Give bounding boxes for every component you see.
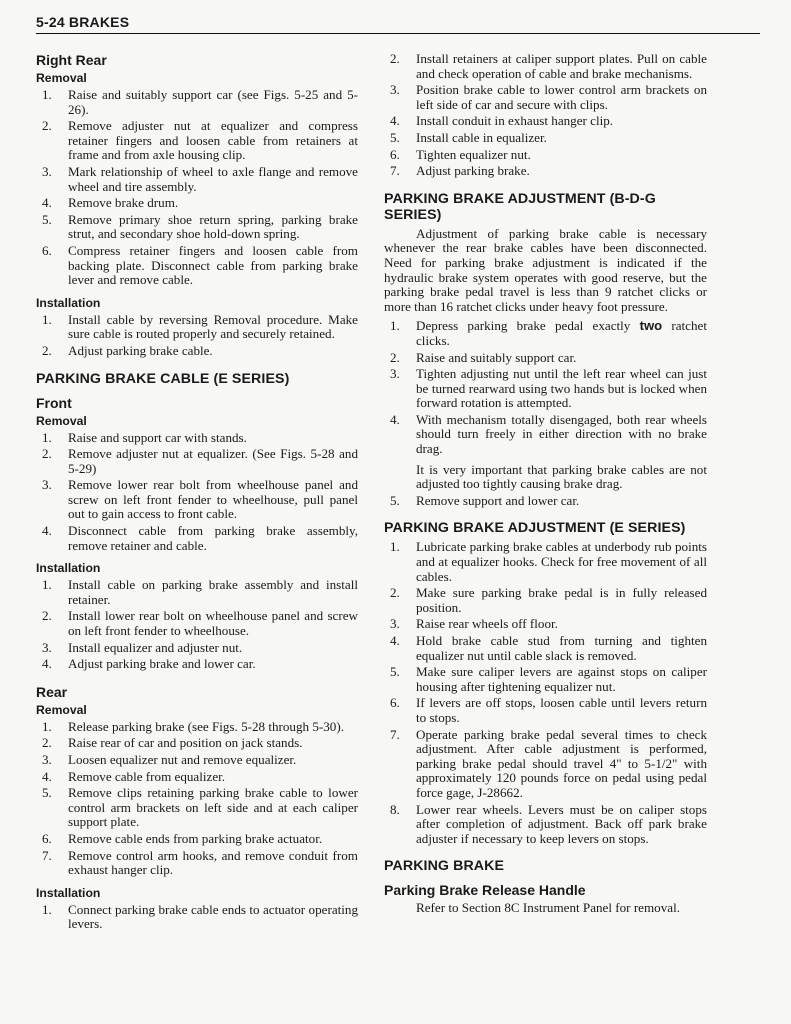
step-number: 4.: [42, 195, 52, 211]
step-number: 3.: [42, 163, 52, 179]
list-item: [384, 367, 707, 411]
step-text: Install retainers at caliper support plates. Pull on cable and check operation of cable and brake mechanisms.: [416, 51, 707, 81]
step-text: Raise and suitably support car.: [416, 349, 577, 365]
list-item: [36, 832, 358, 847]
list-item: [36, 786, 358, 830]
step-text: Release parking brake (see Figs. 5-28 through 5-30).: [68, 718, 344, 734]
step-number: 2.: [42, 608, 52, 624]
step-text: Adjust parking brake and lower car.: [68, 656, 256, 672]
step-number: 8.: [390, 801, 400, 817]
step-text: Raise and suitably support car (see Figs. 5-25 and 5-26).: [68, 87, 358, 117]
step-number: 4.: [390, 411, 400, 427]
list-item: [384, 413, 707, 457]
step-number: 3.: [42, 477, 52, 493]
step-number: 2.: [42, 446, 52, 462]
item-1-emphasis: two: [639, 318, 663, 334]
step-number: 4.: [42, 523, 52, 539]
step-text: Remove adjuster nut at equalizer. (See Figs. 5-28 and 5-29): [68, 446, 358, 476]
step-number: 2.: [42, 118, 52, 134]
step-number: 6.: [42, 242, 52, 258]
front-installation-heading: Installation: [36, 561, 101, 576]
step-number: 7.: [42, 847, 52, 863]
step-number: 2.: [390, 51, 400, 66]
step-number: 1.: [42, 311, 52, 327]
step-text: Tighten adjusting nut until the left rear wheel can just be turned rearward using two hands but is locked when forward rotation is attempted.: [416, 366, 707, 411]
step-number: 4.: [42, 656, 52, 672]
step-number: 5.: [390, 129, 400, 145]
list-item: [36, 313, 358, 342]
step-text: Raise and support car with stands.: [68, 429, 247, 445]
list-item: [36, 88, 358, 117]
step-number: 1.: [390, 539, 400, 555]
list-item: [384, 114, 707, 129]
step-text: If levers are off stops, loosen cable until levers return to stops.: [416, 695, 707, 725]
step-number: 5.: [42, 211, 52, 227]
step-text: Compress retainer fingers and loosen cable from backing plate. Disconnect cable from parking brake lever and remove cable.: [68, 242, 358, 288]
list-item: [384, 83, 707, 112]
step-text: Tighten equalizer nut.: [416, 146, 531, 162]
list-item: [36, 447, 358, 476]
release-handle-heading: Parking Brake Release Handle: [384, 882, 586, 899]
step-number: 1.: [42, 429, 52, 445]
adjustment-bdg-heading: PARKING BRAKE ADJUSTMENT (B-D-G SERIES): [384, 190, 656, 223]
list-item: [36, 578, 358, 607]
step-text: Install lower rear bolt on wheelhouse panel and screw on left front fender to wheelhouse.: [68, 608, 358, 639]
adjustment-bdg-final-step: [384, 494, 707, 509]
list-item: [384, 728, 707, 801]
rear-heading: Rear: [36, 683, 68, 700]
list-item: [36, 165, 358, 194]
list-item: [36, 196, 358, 211]
step-text: Raise rear of car and position on jack stands.: [68, 735, 303, 751]
step-number: 3.: [42, 752, 52, 767]
step-text: Install conduit in exhaust hanger clip.: [416, 113, 614, 129]
list-item: [36, 736, 358, 751]
list-item: [36, 213, 358, 242]
adjustment-e-heading: PARKING BRAKE ADJUSTMENT (E SERIES): [384, 520, 686, 537]
adjustment-bdg-intro: Adjustment of parking brake cable is necessary whenever the rear brake cables have been disconnected. Need for parking brake adjustment is indicated if the hydraulic brake system operates with good reserve, but the parking brake pedal travel is less than 9 ratchet clicks or more than 16 ratchet clicks under heavy foot pressure.: [384, 225, 707, 314]
list-item: [36, 524, 358, 553]
list-item: [36, 119, 358, 163]
adjustment-bdg-list: [384, 319, 707, 456]
rear-installation-continued-list: [384, 52, 707, 179]
step-text: Remove primary shoe return spring, parking brake strut, and secondary shoe hold-down spring.: [68, 211, 358, 242]
step-text: Install equalizer and adjuster nut.: [68, 639, 243, 655]
list-item: [384, 164, 707, 179]
step-text: Make sure caliper levers are against stops on caliper housing after tightening equalizer nut.: [416, 664, 707, 694]
step-number: 5.: [390, 492, 400, 508]
step-number: 1.: [42, 87, 52, 102]
list-item: [384, 634, 707, 663]
list-item: [36, 478, 358, 522]
step-number: 4.: [42, 768, 52, 784]
right-rear-installation-list: [36, 313, 358, 359]
step-text: Hold brake cable stud from turning and tighten equalizer nut until cable slack is removed.: [416, 633, 707, 663]
rear-installation-list: [36, 903, 358, 932]
left-column: [36, 52, 358, 938]
step-number: 2.: [42, 735, 52, 751]
step-text: Remove brake drum.: [68, 195, 179, 211]
step-number: 1.: [42, 577, 52, 593]
list-item: [384, 148, 707, 163]
step-text: Lubricate parking brake cables at underbody rub points and at equalizer hooks. Check for free movement of all cables.: [416, 539, 707, 584]
step-text: Remove adjuster nut at equalizer and compress retainer fingers and loosen cable from retainers at frame and from axle housing clip.: [68, 118, 358, 163]
step-text: Mark relationship of wheel to axle flange and remove wheel and tire assembly.: [68, 163, 358, 194]
rear-installation-heading: Installation: [36, 885, 101, 900]
step-text: Make sure parking brake pedal is in fully released position.: [416, 585, 707, 615]
list-item: [384, 586, 707, 615]
right-rear-heading: Right Rear: [36, 52, 107, 68]
step-number: 5.: [42, 785, 52, 801]
step-number: 1.: [42, 718, 52, 734]
front-heading: Front: [36, 394, 72, 411]
step-text: Remove clips retaining parking brake cable to lower control arm brackets on left side and at each caliper support plate.: [68, 785, 358, 830]
step-number: 6.: [390, 695, 400, 711]
step-text: Remove support and lower car.: [416, 492, 580, 508]
list-item: [384, 351, 707, 366]
step-text: Remove lower rear bolt from wheelhouse panel and screw on left front fender to wheelhouse, pull panel out to gain access to front cable.: [68, 477, 358, 522]
step-number: 3.: [390, 366, 400, 382]
list-item: [36, 641, 358, 656]
step-text: Install cable by reversing Removal procedure. Make sure cable is routed properly and securely retained.: [68, 311, 358, 342]
list-item: [36, 657, 358, 672]
release-handle-text: Refer to Section 8C Instrument Panel for removal.: [416, 900, 680, 916]
step-text: Install cable on parking brake assembly and install retainer.: [68, 577, 358, 607]
list-item: [384, 696, 707, 725]
right-rear-removal-heading: Removal: [36, 71, 87, 85]
list-item: [36, 344, 358, 359]
rear-removal-heading: Removal: [36, 702, 87, 717]
step-number: 4.: [390, 113, 400, 129]
list-item: [36, 609, 358, 638]
right-column: [384, 52, 707, 921]
list-item: [384, 540, 707, 584]
step-number: 3.: [390, 616, 400, 632]
adjustment-bdg-note: It is very important that parking brake cables are not adjusted too tightly causing brake drag.: [416, 461, 707, 492]
list-item: [384, 494, 707, 509]
list-item: [36, 903, 358, 932]
step-text: Adjust parking brake.: [416, 163, 530, 179]
step-number: 1.: [42, 901, 52, 917]
step-text: Operate parking brake pedal several times to check adjustment. After cable adjustment is performed, parking brake pedal should travel 4" to 5-1/2" with approximately 120 pounds force on pedal using pedal force gage, J-28662.: [416, 726, 707, 800]
list-item: [36, 753, 358, 768]
cable-e-series-heading: PARKING BRAKE CABLE (E SERIES): [36, 370, 290, 387]
step-number: 3.: [390, 82, 400, 98]
list-item: [384, 665, 707, 694]
rear-removal-list: [36, 720, 358, 878]
right-rear-removal-list: [36, 88, 358, 288]
step-text: Remove control arm hooks, and remove conduit from exhaust hanger clip.: [68, 847, 358, 878]
step-number: 4.: [390, 633, 400, 648]
list-item: [36, 770, 358, 785]
list-item: [36, 849, 358, 878]
step-number: 2.: [42, 342, 52, 358]
list-item: [36, 720, 358, 735]
right-rear-installation-heading: Installation: [36, 295, 101, 310]
list-item: [384, 52, 707, 81]
front-removal-list: [36, 431, 358, 554]
item-1-pre: Depress parking brake pedal exactly: [416, 318, 640, 334]
step-text: Raise rear wheels off floor.: [416, 616, 558, 632]
item-1-post: ratchet clicks.: [416, 318, 707, 348]
step-text: Disconnect cable from parking brake assembly, remove retainer and cable.: [68, 523, 358, 553]
step-number: 7.: [390, 726, 400, 742]
step-text: Install cable in equalizer.: [416, 129, 547, 145]
list-item: 1. Depress parking brake pedal exactly two ratchet clicks.: [390, 318, 707, 348]
step-text: Lower rear wheels. Levers must be on caliper stops after completion of adjustment. Back off park brake adjuster if necessary to keep levers on stops.: [416, 801, 707, 846]
step-number: 6.: [42, 830, 52, 846]
step-text: Remove cable ends from parking brake actuator.: [68, 830, 323, 846]
step-text: Position brake cable to lower control arm brackets on left side of car and secure with clips.: [416, 82, 707, 112]
step-text: Adjust parking brake cable.: [68, 342, 213, 358]
step-number: 2.: [390, 349, 400, 365]
step-text: With mechanism totally disengaged, both rear wheels should turn freely in either direction with no brake drag.: [416, 411, 707, 457]
step-number: 3.: [42, 639, 52, 655]
step-number: 7.: [390, 163, 400, 179]
list-item: [36, 244, 358, 288]
step-number: 2.: [390, 585, 400, 601]
front-installation-list: [36, 578, 358, 672]
step-number: 5.: [390, 664, 400, 680]
page-header: 5-24 BRAKES: [36, 14, 760, 34]
step-number: 6.: [390, 146, 400, 162]
adjustment-e-list: [384, 540, 707, 846]
front-removal-heading: Removal: [36, 413, 87, 428]
step-text: Connect parking brake cable ends to actuator operating levers.: [68, 901, 358, 932]
list-item: [384, 617, 707, 632]
step-text: Loosen equalizer nut and remove equalizer.: [68, 752, 297, 767]
parking-brake-heading: PARKING BRAKE: [384, 858, 505, 875]
step-text: Remove cable from equalizer.: [68, 768, 226, 784]
list-item: [384, 803, 707, 847]
list-item: [36, 431, 358, 446]
list-item: [384, 131, 707, 146]
